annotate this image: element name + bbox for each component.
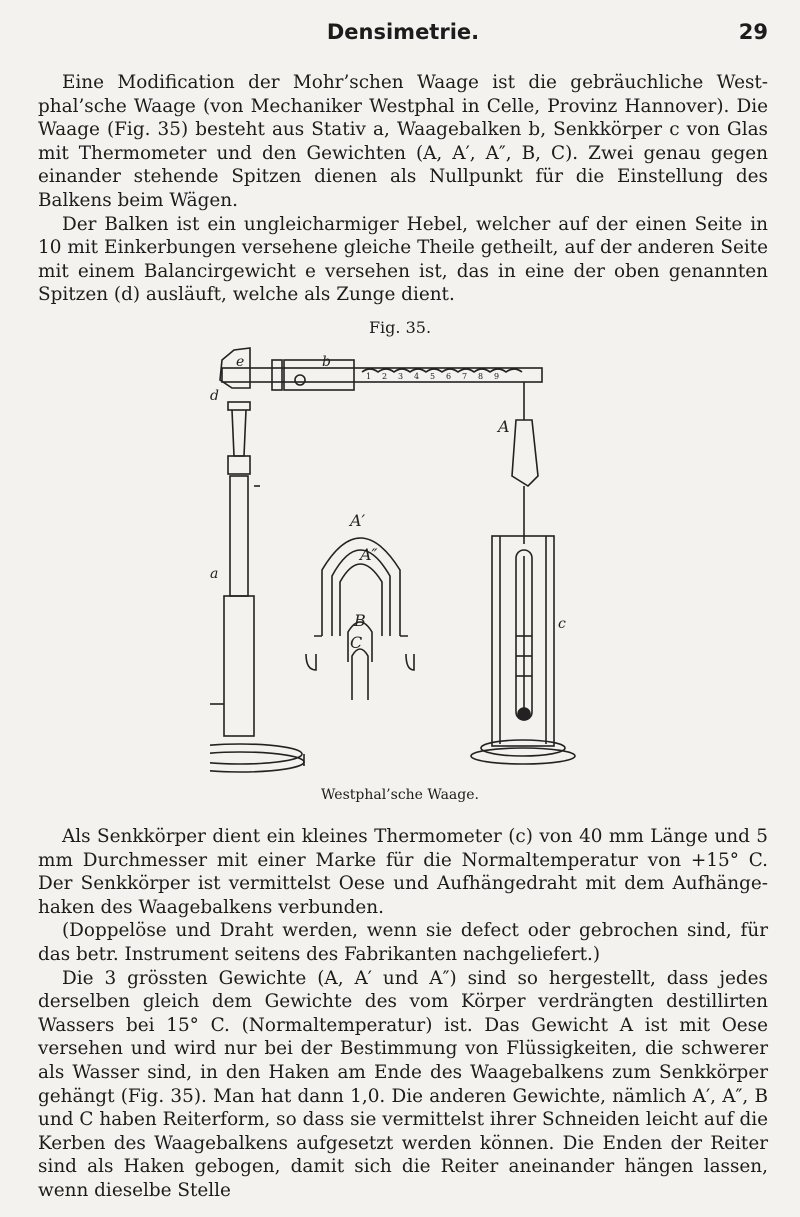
label-b: b <box>322 354 331 370</box>
beam-scale-mark: 4 <box>414 372 420 381</box>
paragraph: Als Senkkörper dient ein kleines Thermometer (c) von 40 mm Länge und 5 mm Durchmesser mit einer Marke für die Normaltemperatur von +15° C. Der Senkkörper ist vermittelst Oese und Aufhängedraht mit dem Aufhängehaken des Waagebalkens verbunden. <box>38 826 768 918</box>
label-a: a <box>210 566 219 582</box>
running-title: Densimetrie. <box>326 20 480 44</box>
beam-scale-mark: 8 <box>478 372 484 381</box>
beam-scale-mark: 9 <box>494 372 500 381</box>
figure-caption: Westphal’sche Waage. <box>321 787 479 803</box>
text-block-top <box>38 71 768 307</box>
beam-scale-mark: 1 <box>366 372 372 381</box>
paragraph: Die 3 grössten Gewichte (A, A′ und A″) sind so hergestellt, dass jedes derselben gleich dem Gewichte des vom Körper verdrängten destillirten Wassers bei 15° C. (Normaltemperatur) ist. Das Gewicht A ist mit Oese versehen und wird nur bei der Bestimmung von Flüssigkeiten, die schwerer als Wasser sind, in den Haken am Ende des Waagebalkens zum Senkkörper gehängt (Fig. 35). Man hat dann 1,0. Die anderen Gewichte, nämlich A′, A″, B und C haben Reiterform, so dass sie vermittelst ihrer Schneiden leicht auf die Kerben des Waagebalkens aufgesetzt werden können. Die Enden der Reiter sind als Haken gebogen, damit sich die Reiter aneinander hängen lassen, wenn dieselbe Stelle <box>38 967 768 1201</box>
beam-scale-mark: 3 <box>398 372 404 381</box>
label-c: c <box>558 616 566 632</box>
beam-scale-mark: 2 <box>382 372 388 381</box>
label-C: C <box>350 633 363 652</box>
text-block-bottom <box>38 825 768 1203</box>
paragraph: Eine Modification der Mohr’schen Waage ist die gebräuchliche Westphal’sche Waage (von Mechaniker Westphal in Celle, Provinz Hannover). Die Waage (Fig. 35) besteht aus Stativ a, Waagebalken b, Senkkörper c von Glas mit Thermometer und den Gewichten (A, A′, A″, B, C). Zwei genau gegen einander stehende Spitzen dienen als Nullpunkt für die Einstellung des Balkens beim Wägen. <box>38 72 768 211</box>
label-A1: A′ <box>350 511 366 530</box>
beam-scale-mark: 6 <box>446 372 452 381</box>
beam-scale-mark: 7 <box>462 372 468 381</box>
label-A: A <box>498 417 510 436</box>
weight-A <box>512 420 538 486</box>
label-d: d <box>210 388 219 404</box>
label-B: B <box>354 611 366 630</box>
page-header <box>38 20 768 50</box>
label-A2: A″ <box>360 545 378 564</box>
paragraph: (Doppelöse und Draht werden, wenn sie defect oder gebrochen sind, für das betr. Instrument seitens des Fabrikanten nachgeliefert.) <box>38 920 768 965</box>
beam-scale-mark: 5 <box>430 372 436 381</box>
label-e: e <box>236 354 245 370</box>
page-number: 29 <box>738 20 768 44</box>
paragraph: Der Balken ist ein ungleicharmiger Hebel, welcher auf der einen Seite in 10 mit Einkerbungen versehene gleiche Theile getheilt, auf der anderen Seite mit einem Balancirgewicht e versehen ist, das in eine der oben genannten Spitzen (d) ausläuft, welche als Zunge dient. <box>38 213 768 306</box>
rider-C <box>352 649 368 700</box>
figure-label: Fig. 35. <box>368 318 432 337</box>
westphal-balance-illustration <box>210 336 590 788</box>
